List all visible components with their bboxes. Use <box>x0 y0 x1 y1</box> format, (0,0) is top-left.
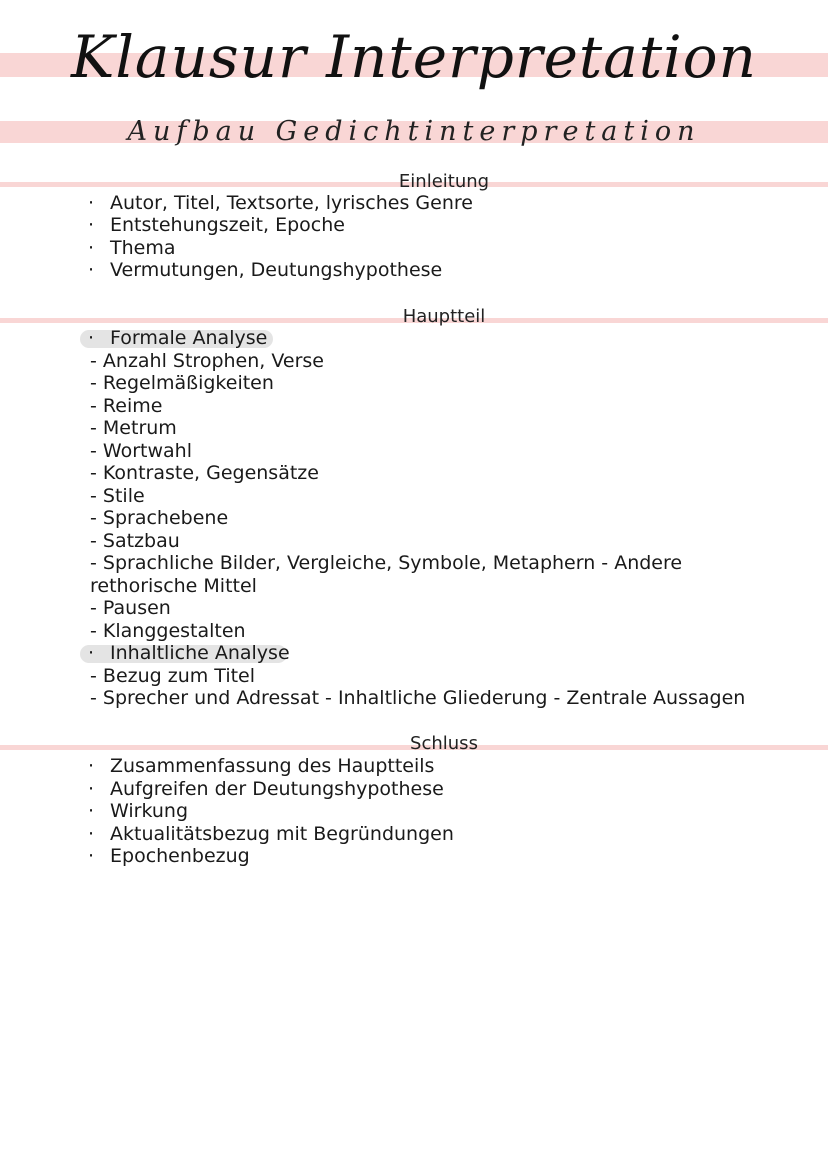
page-subtitle: Aufbau Gedichtinterpretation <box>127 116 701 147</box>
bullet-icon: · <box>88 642 95 664</box>
bullet-icon: · <box>88 327 95 349</box>
section-heading-schluss: Schluss <box>410 733 478 754</box>
notes-page: Klausur Interpretation Aufbau Gedichtinterpretation Einleitung · Autor, Titel, Textsorte, lyrisches Genre · Entstehungszeit, Epoche · Thema · Vermutungen, Deutungshypothese Hauptteil · Formale Analyse - Anzahl Strophen, Verse - Regelmäßigkeiten - Reime - Metrum - Wortwahl - Kontraste, Gegensätze - Stile - Sprachebene - Satzbau - Sprachliche Bilder, Vergleiche, Symbole, Metaphern - Andere rethorische Mittel - Pausen - Klanggestalten · Inhaltliche Analyse - Bezug zum Titel - Sprecher und Adressat - Inhaltliche Gliederung - Zentrale Aussagen Schluss · Zusammenfassung des Hauptteils · Aufgreifen der Deutungshypothese · Wirkung · Aktualitätsbezug mit Begründungen · Epochenbezug <box>0 0 828 1171</box>
bullet-icon: · <box>88 192 95 214</box>
bullet-icon: · <box>88 214 95 236</box>
section-heading-hauptteil: Hauptteil <box>402 306 486 327</box>
bullet-icon: · <box>88 778 95 800</box>
bullet-icon: · <box>88 259 95 281</box>
bullet-icon: · <box>88 800 95 822</box>
section-heading-einleitung: Einleitung <box>398 171 490 192</box>
bullet-icon: · <box>88 237 95 259</box>
page-title: Klausur Interpretation <box>71 23 757 91</box>
bullet-icon: · <box>88 755 95 777</box>
bullet-icon: · <box>88 823 95 845</box>
bullet-icon: · <box>88 845 95 867</box>
